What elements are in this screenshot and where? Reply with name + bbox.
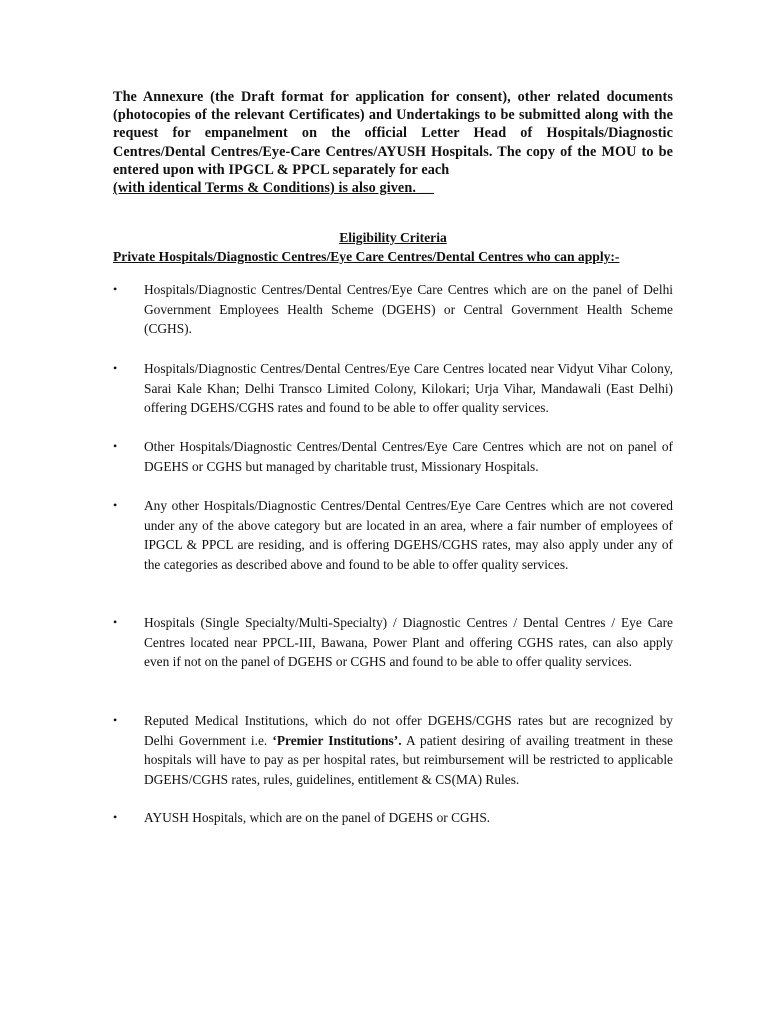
bullet-icon: • <box>113 498 118 512</box>
bullet-icon: • <box>113 439 118 453</box>
premier-institutions-label: ‘Premier Institutions’. <box>272 732 402 748</box>
eligibility-subheading: Private Hospitals/Diagnostic Centres/Eye Care Centres/Dental Centres who can apply:- <box>113 249 620 264</box>
list-item-text: Any other Hospitals/Diagnostic Centres/Dental Centres/Eye Care Centres which are not covered under any of the above category but are located in an area, where a fair number of employees of IPGCL & PPCL are residing, and is offering DGEHS/CGHS rates, may also apply under any of the categories as described above and found to be able to offer quality services. <box>144 498 673 572</box>
intro-text: The Annexure (the Draft format for application for consent), other related documents (photocopies of the relevant Certificates) and Undertakings to be submitted along with the request for empanelment on the official Letter Head of Hospitals/Diagnostic Centres/Dental Centres/Eye-Care Centres/AYUSH Hospitals. The copy of the MOU to be entered upon with IPGCL & PPCL separately for each <box>113 89 673 178</box>
list-item-text: AYUSH Hospitals, which are on the panel of DGEHS or CGHS. <box>144 810 491 825</box>
intro-paragraph <box>113 88 673 197</box>
list-item-text: Hospitals/Diagnostic Centres/Dental Centres/Eye Care Centres located near Vidyut Vihar Colony, Sarai Kale Khan; Delhi Transco Limited Colony, Kilokari; Urja Vihar, Mandawali (East Delhi) offering DGEHS/CGHS rates and found to be able to offer quality services. <box>144 361 673 415</box>
list-item-text: Hospitals (Single Specialty/Multi-Specialty) / Diagnostic Centres / Dental Centres / Eye Care Centres located near PPCL-III, Bawana, Power Plant and offering CGHS rates, can also apply even if not on the panel of DGEHS or CGHS and found to be able to offer quality services. <box>144 615 673 669</box>
list-item-text-part: Reputed Medical Institutions, which do not offer DGEHS/CGHS rates but are recognized by Delhi Government i.e. <box>144 713 673 748</box>
list-item-text: Hospitals/Diagnostic Centres/Dental Centres/Eye Care Centres which are on the panel of Delhi Government Employees Health Scheme (DGEHS) or Central Government Health Scheme (CGHS). <box>144 282 673 336</box>
bullet-icon: • <box>113 361 118 375</box>
list-item-text <box>144 711 673 789</box>
eligibility-heading: Eligibility Criteria <box>339 230 447 245</box>
bullet-icon: • <box>113 810 118 824</box>
bullet-icon: • <box>113 282 118 296</box>
list-item-text-part: A patient desiring of availing treatment in these hospitals will have to pay as per hospital rates, but reimbursement will be restricted to applicable DGEHS/CGHS rates, rules, guidelines, entitlement & CS(MA) Rules. <box>144 732 673 787</box>
intro-text-last-line: (with identical Terms & Conditions) is also given. __ <box>113 180 434 197</box>
bullet-icon: • <box>113 713 118 727</box>
bullet-icon: • <box>113 615 118 629</box>
list-item-text: Other Hospitals/Diagnostic Centres/Dental Centres/Eye Care Centres which are not on panel of DGEHS or CGHS but managed by charitable trust, Missionary Hospitals. <box>144 439 673 474</box>
